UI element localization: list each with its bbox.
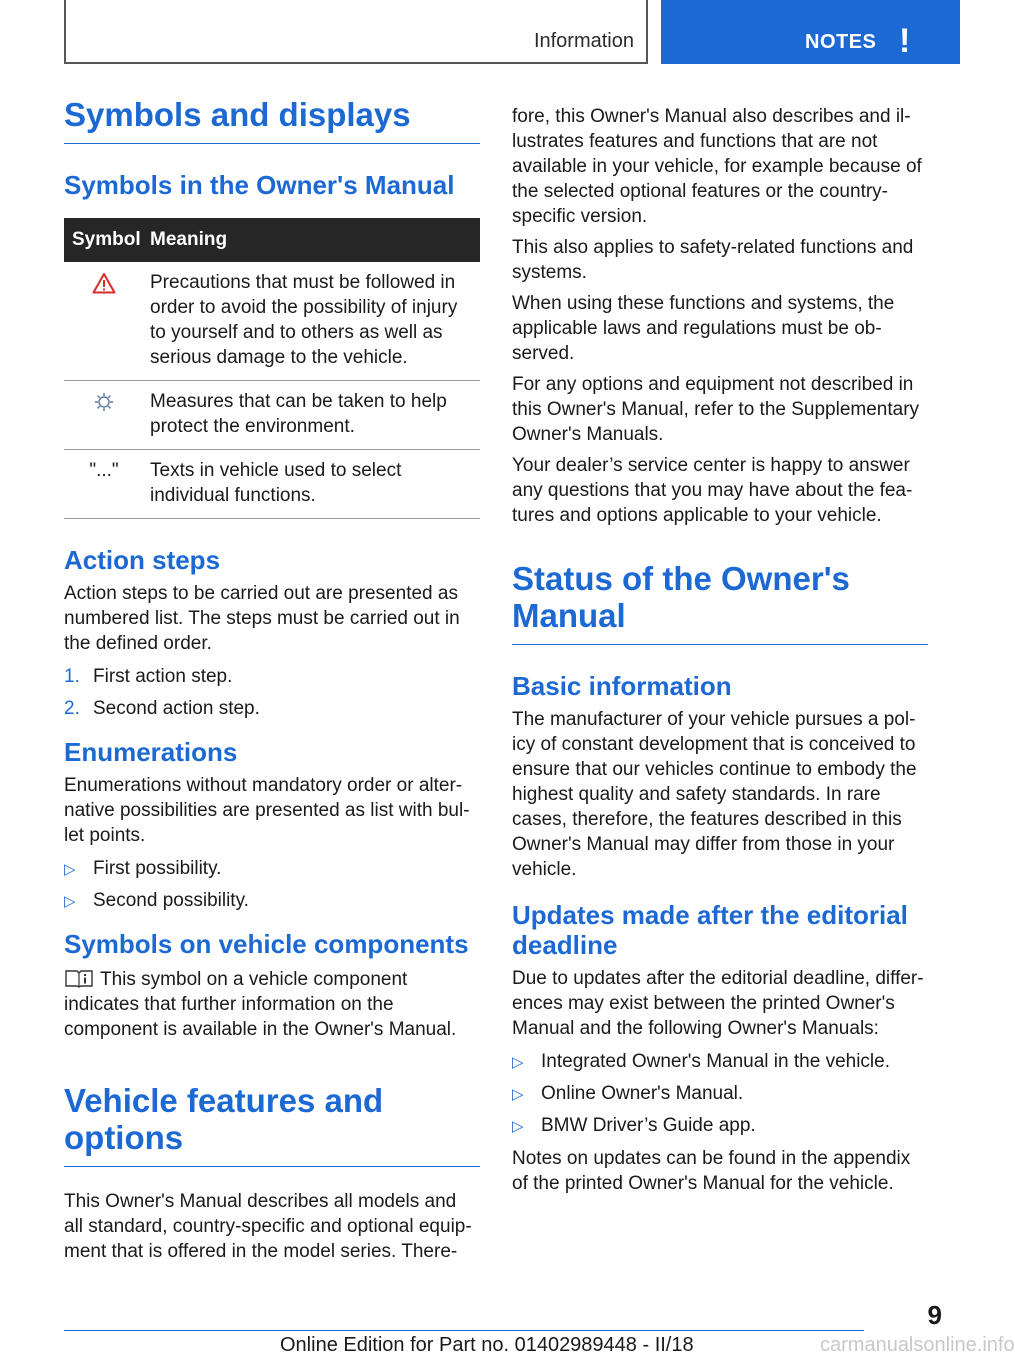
warning-triangle-icon xyxy=(92,272,116,294)
list-item-text: Integrated Owner's Manual in the vehicle. xyxy=(541,1051,890,1072)
list-item xyxy=(512,1081,928,1106)
table-header-symbol: Symbol xyxy=(64,218,144,262)
safety-text: This also applies to safety-related functions and systems. xyxy=(512,237,914,283)
header-section-title: Information xyxy=(533,30,634,52)
header-chapter-tab xyxy=(661,0,960,64)
list-item-text: Second possibility. xyxy=(93,890,249,911)
list-item-text: Online Owner's Manual. xyxy=(541,1083,744,1104)
action-steps-list xyxy=(64,664,480,721)
supplementary-text: For any options and equipment not described in this Owner's Manual, refer to the Supplementary Owner's Manuals. xyxy=(512,374,920,445)
features-text: This Owner's Manual describes all models and all standard, country-specific and optional equip‐ment that is offered in the model series. There‐ xyxy=(64,1191,472,1262)
basic-information-text: The manufacturer of your vehicle pursues a pol‐icy of constant development that is conceived to ensure that our vehicles continue to embody the highest quality and safety standards. In rare cases, therefore, the features described in this Owner's Manual may differ from those in your vehicle. xyxy=(512,709,917,880)
table-header-meaning: Meaning xyxy=(144,218,480,262)
updates-text: Due to updates after the editorial deadline, differ‐ences may exist between the printed Owner's Manual and the following Owner's Manuals: xyxy=(512,968,924,1039)
heading-basic-information: Basic information xyxy=(512,671,732,701)
heading-enumerations: Enumerations xyxy=(64,737,238,767)
left-column xyxy=(64,96,480,1270)
list-item xyxy=(512,1049,928,1074)
environment-icon xyxy=(93,391,115,413)
header-section-box xyxy=(64,0,648,64)
table-cell-meaning: Texts in vehicle used to select individual functions. xyxy=(144,450,480,519)
step-number: 1. xyxy=(64,666,80,687)
table-cell-symbol xyxy=(64,381,144,450)
page-number: 9 xyxy=(927,1300,942,1330)
list-item-text: First possibility. xyxy=(93,858,222,879)
bullet-triangle-icon: ▷ xyxy=(64,893,76,910)
step-text: First action step. xyxy=(93,666,233,687)
table-row xyxy=(64,381,480,450)
table-row xyxy=(64,262,480,381)
features-text-cont: fore, this Owner's Manual also describes and il‐lustrates features and functions that are not available in your vehicle, for example because of the selected optional features or the country-specific version. xyxy=(512,106,922,227)
heading-updates: Updates made after the editorial deadline xyxy=(512,900,908,960)
list-item xyxy=(64,696,480,721)
list-item-text: BMW Driver’s Guide app. xyxy=(541,1115,756,1136)
symbols-table xyxy=(64,218,480,519)
list-item xyxy=(64,664,480,689)
footer-watermark: carmanualsonline.info xyxy=(820,1334,1015,1356)
list-item xyxy=(64,856,480,881)
heading-symbols-displays: Symbols and displays xyxy=(64,96,480,144)
header-chapter-title: NOTES xyxy=(805,31,877,53)
heading-vehicle-components: Symbols on vehicle components xyxy=(64,929,469,959)
action-steps-text: Action steps to be carried out are presented as numbered list. The steps must be carried out in the defined order. xyxy=(64,583,460,654)
heading-action-steps: Action steps xyxy=(64,545,221,575)
heading-status-manual: Status of the Owner's Manual xyxy=(512,560,928,645)
table-cell-symbol xyxy=(64,262,144,381)
book-icon xyxy=(64,968,94,988)
bullet-triangle-icon: ▷ xyxy=(512,1086,524,1103)
notes-updates-text: Notes on updates can be found in the appendix of the printed Owner's Manual for the vehicle. xyxy=(512,1148,911,1194)
enumerations-list xyxy=(64,856,480,913)
enumerations-text: Enumerations without mandatory order or alter‐native possibilities are presented as list with bul‐let points. xyxy=(64,775,470,846)
table-cell-meaning: Precautions that must be followed in order to avoid the possibility of injury to yourself and to others as well as serious damage to the vehicle. xyxy=(144,262,480,381)
table-header-row xyxy=(64,218,480,262)
heading-vehicle-features: Vehicle features and options xyxy=(64,1082,480,1167)
notes-exclamation-icon: ! xyxy=(899,22,911,60)
footer-divider xyxy=(64,1330,864,1331)
right-column xyxy=(512,104,928,1202)
list-item xyxy=(512,1113,928,1138)
footer-edition: Online Edition for Part no. 01402989448 - II/18 xyxy=(280,1334,694,1356)
bullet-triangle-icon: ▷ xyxy=(512,1118,524,1135)
bullet-triangle-icon: ▷ xyxy=(512,1054,524,1071)
table-row xyxy=(64,450,480,519)
updates-list xyxy=(512,1049,928,1138)
step-number: 2. xyxy=(64,698,80,719)
laws-text: When using these functions and systems, the applicable laws and regulations must be ob‐served. xyxy=(512,293,895,364)
step-text: Second action step. xyxy=(93,698,260,719)
component-text-body: This symbol on a vehicle component indicates that further information on the component is available in the Owner's Manual. xyxy=(64,969,457,1040)
bullet-triangle-icon: ▷ xyxy=(64,861,76,878)
list-item xyxy=(64,888,480,913)
dealer-text: Your dealer’s service center is happy to answer any questions that you may have about the fea‐tures and options applicable to your vehicle. xyxy=(512,455,913,526)
table-cell-meaning: Measures that can be taken to help protect the environment. xyxy=(144,381,480,450)
component-text xyxy=(64,967,480,1042)
heading-manual-symbols: Symbols in the Owner's Manual xyxy=(64,170,455,200)
table-cell-symbol: "..." xyxy=(64,450,144,519)
